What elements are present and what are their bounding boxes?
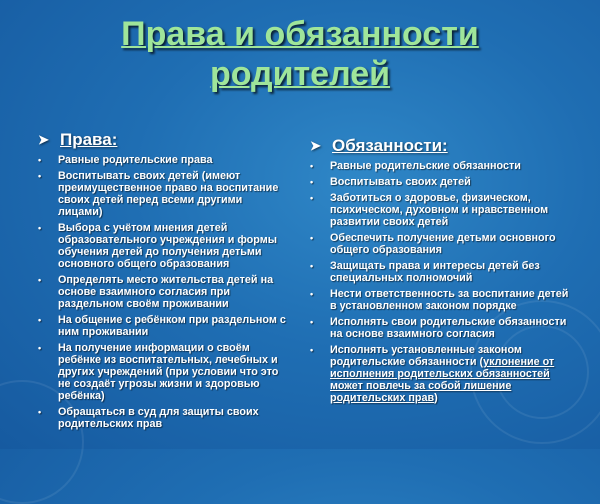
list-item: • Нести ответственность за воспитание детей в установленном законом порядке bbox=[310, 288, 569, 312]
list-item: • Исполнять свои родительские обязанности на основе взаимного согласия bbox=[310, 316, 567, 340]
bullet-icon: • bbox=[310, 177, 314, 187]
duties-heading bbox=[310, 136, 572, 156]
bullet-icon: • bbox=[38, 407, 42, 417]
list-item: • Равные родительские права bbox=[38, 154, 213, 166]
list-item: • Исполнять установленные законом родительские обязанности (уклонение от исполнения родительских обязанностей может повлечь за собой лишение родительских прав) bbox=[310, 344, 555, 404]
list-item: • Защищать права и интересы детей без специальных полномочий bbox=[310, 260, 540, 284]
list-item: • Обеспечить получение детьми основного общего образования bbox=[310, 232, 556, 256]
duties-heading-label: Обязанности: bbox=[332, 136, 448, 155]
bullet-icon: • bbox=[310, 193, 314, 203]
rights-list bbox=[38, 154, 288, 430]
list-item: • Выбора с учётом мнения детей образовательного учреждения и формы обучения детей до получения детьми основного общего образования bbox=[38, 222, 277, 270]
underlined-note: уклонение от исполнения родительских обязанностей может повлечь за собой лишение родительских прав bbox=[330, 356, 555, 404]
arrow-bullet-icon: ➤ bbox=[38, 132, 49, 147]
list-item: • Воспитывать своих детей (имеют преимущественное право на воспитание своих детей перед всеми другими лицами) bbox=[38, 170, 279, 218]
bullet-icon: • bbox=[38, 171, 42, 181]
bullet-icon: • bbox=[38, 275, 42, 285]
bullet-icon: • bbox=[38, 223, 42, 233]
bullet-icon: • bbox=[38, 315, 42, 325]
list-item: • Обращаться в суд для защиты своих родительских прав bbox=[38, 406, 259, 430]
bullet-icon: • bbox=[310, 317, 314, 327]
rights-heading bbox=[38, 130, 288, 150]
list-item: • Равные родительские обязанности bbox=[310, 160, 521, 172]
arrow-bullet-icon: ➤ bbox=[310, 138, 321, 153]
list-item: • Заботиться о здоровье, физическом, психическом, духовном и нравственном развитии своих детей bbox=[310, 192, 549, 228]
bullet-icon: • bbox=[38, 343, 42, 353]
bullet-icon: • bbox=[38, 155, 42, 165]
bullet-icon: • bbox=[310, 261, 314, 271]
title-line-1: Права и обязанности bbox=[121, 15, 479, 53]
bullet-icon: • bbox=[310, 233, 314, 243]
slide-title bbox=[0, 14, 600, 94]
duties-list bbox=[310, 160, 572, 404]
bullet-icon: • bbox=[310, 345, 314, 355]
list-item: • Определять место жительства детей на основе взаимного согласия при раздельном своём проживании bbox=[38, 274, 274, 310]
bullet-icon: • bbox=[310, 161, 314, 171]
list-item: • На получение информации о своём ребёнке из воспитательных, лечебных и других учреждений (при условии что это не создаёт угрозы жизни и здоровью ребёнка) bbox=[38, 342, 279, 402]
duties-column bbox=[310, 136, 572, 408]
rights-column bbox=[38, 130, 288, 434]
bullet-icon: • bbox=[310, 289, 314, 299]
rights-heading-label: Права: bbox=[60, 130, 118, 149]
list-item: • На общение с ребёнком при раздельном с ним проживании bbox=[38, 314, 286, 338]
title-line-2: родителей bbox=[209, 55, 391, 93]
list-item: • Воспитывать своих детей bbox=[310, 176, 471, 188]
